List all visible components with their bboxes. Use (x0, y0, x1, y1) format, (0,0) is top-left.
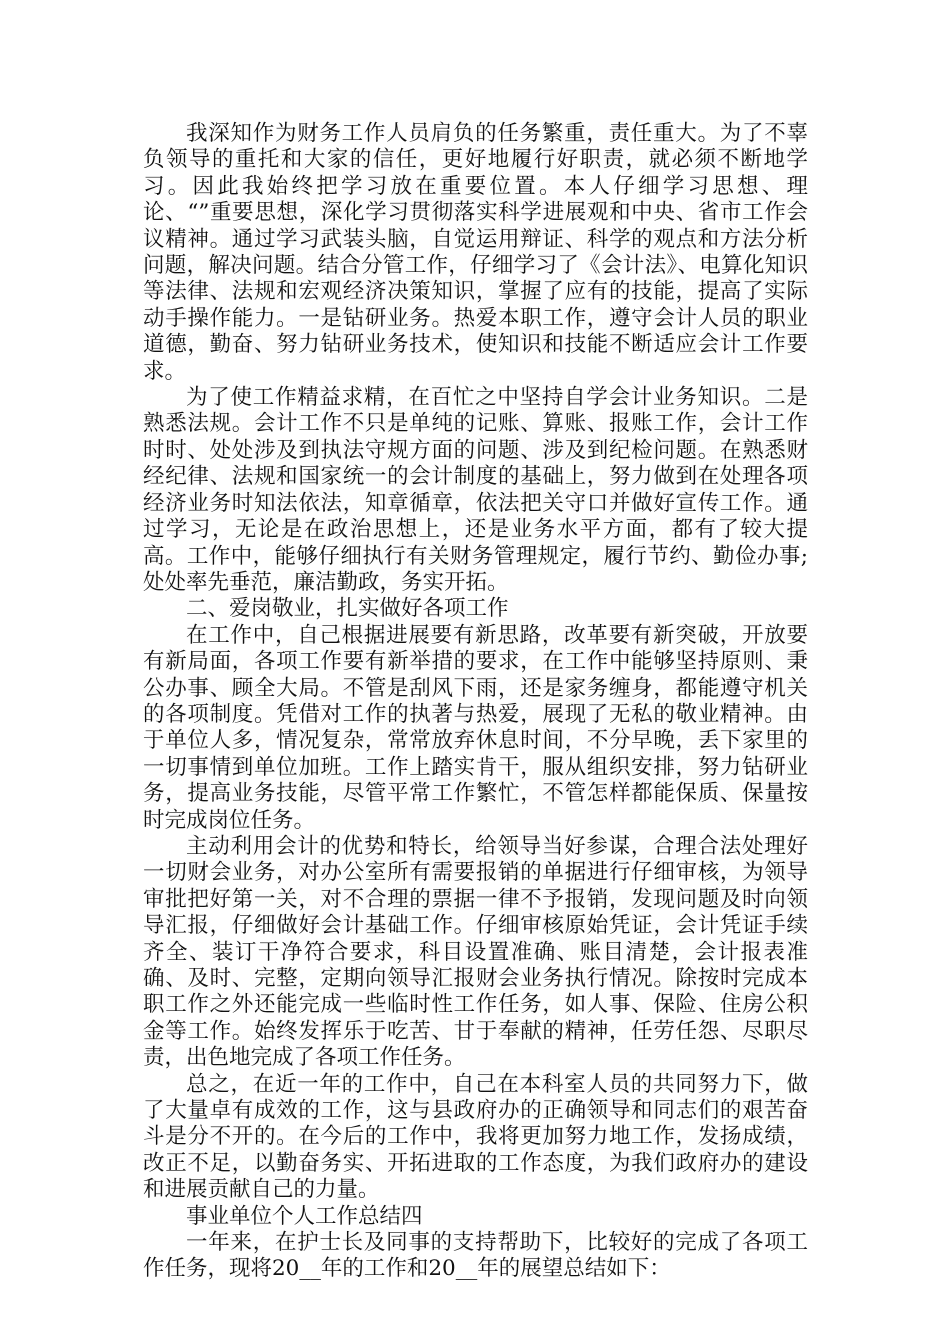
paragraph-accounting-duties: 主动利用会计的优势和特长，给领导当好参谋，合理合法处理好一切财会业务，对办公室所有需要报销的单据进行仔细审核，为领导审批把好第一关，对不合理的票据一律不予报销，发现问题及时向领导汇报，仔细做好会计基础工作。仔细审核原始凭证，会计凭证手续齐全、装订干净符合要求，科目设置准确、账目清楚，会计报表准确、及时、完整，定期向领导汇报财会业务执行情况。除按时完成本职工作之外还能完成一些临时性工作任务，如人事、保险、住房公积金等工作。始终发挥乐于吃苦、甘于奉献的精神，任劳任怨、尽职尽责，出色地完成了各项工作任务。 (143, 833, 808, 1071)
paragraph-summary-intro: 一年来，在护士长及同事的支持帮助下，比较好的完成了各项工作任务，现将20__年的工作和20__年的展望总结如下： (143, 1230, 808, 1282)
section-heading-dedication: 二、爱岗敬业，扎实做好各项工作 (186, 596, 509, 622)
paragraph-work-attitude: 在工作中，自己根据进展要有新思路，改革要有新突破，开放要有新局面，各项工作要有新举措的要求，在工作中能够坚持原则、秉公办事、顾全大局。不管是刮风下雨，还是家务缠身，都能遵守机关的各项制度。凭借对工作的执著与热爱，展现了无私的敬业精神。由于单位人多，情况复杂，常常放弃休息时间，不分早晚，丢下家里的一切事情到单位加班。工作上踏实肯干，服从组织安排，努力钻研业务，提高业务技能，尽管平常工作繁忙，不管怎样都能保质、保量按时完成岗位任务。 (143, 622, 808, 833)
paragraph-study: 我深知作为财务工作人员肩负的任务繁重，责任重大。为了不辜负领导的重托和大家的信任，更好地履行好职责，就必须不断地学习。因此我始终把学习放在重要位置。本人仔细学习思想、理论、“”重要思想，深化学习贯彻落实科学进展观和中央、省市工作会议精神。通过学习武装头脑，自觉运用辩证、科学的观点和方法分析问题，解决问题。结合分管工作，仔细学习了《会计法》、电算化知识等法律、法规和宏观经济决策知识，掌握了应有的技能，提高了实际动手操作能力。一是钻研业务。热爱本职工作，遵守会计人员的职业道德，勤奋、努力钻研业务技术，使知识和技能不断适应会计工作要求。 (143, 121, 808, 384)
section-heading-summary-four: 事业单位个人工作总结四 (186, 1203, 423, 1229)
paragraph-regulations: 为了使工作精益求精，在百忙之中坚持自学会计业务知识。二是熟悉法规。会计工作不只是单纯的记账、算账、报账工作，会计工作时时、处处涉及到执法守规方面的问题、涉及到纪检问题。在熟悉财经纪律、法规和国家统一的会计制度的基础上，努力做到在处理各项经济业务时知法依法，知章循章，依法把关守口并做好宣传工作。通过学习，无论是在政治思想上，还是业务水平方面，都有了较大提高。工作中，能够仔细执行有关财务管理规定，履行节约、勤俭办事;处处率先垂范，廉洁勤政，务实开拓。 (143, 385, 808, 595)
paragraph-conclusion: 总之，在近一年的工作中，自己在本科室人员的共同努力下，做了大量卓有成效的工作，这与县政府办的正确领导和同志们的艰苦奋斗是分不开的。在今后的工作中，我将更加努力地工作，发扬成绩，改正不足，以勤奋务实、开拓进取的工作态度，为我们政府办的建设和进展贡献自己的力量。 (143, 1071, 808, 1203)
document-body (143, 121, 808, 1283)
